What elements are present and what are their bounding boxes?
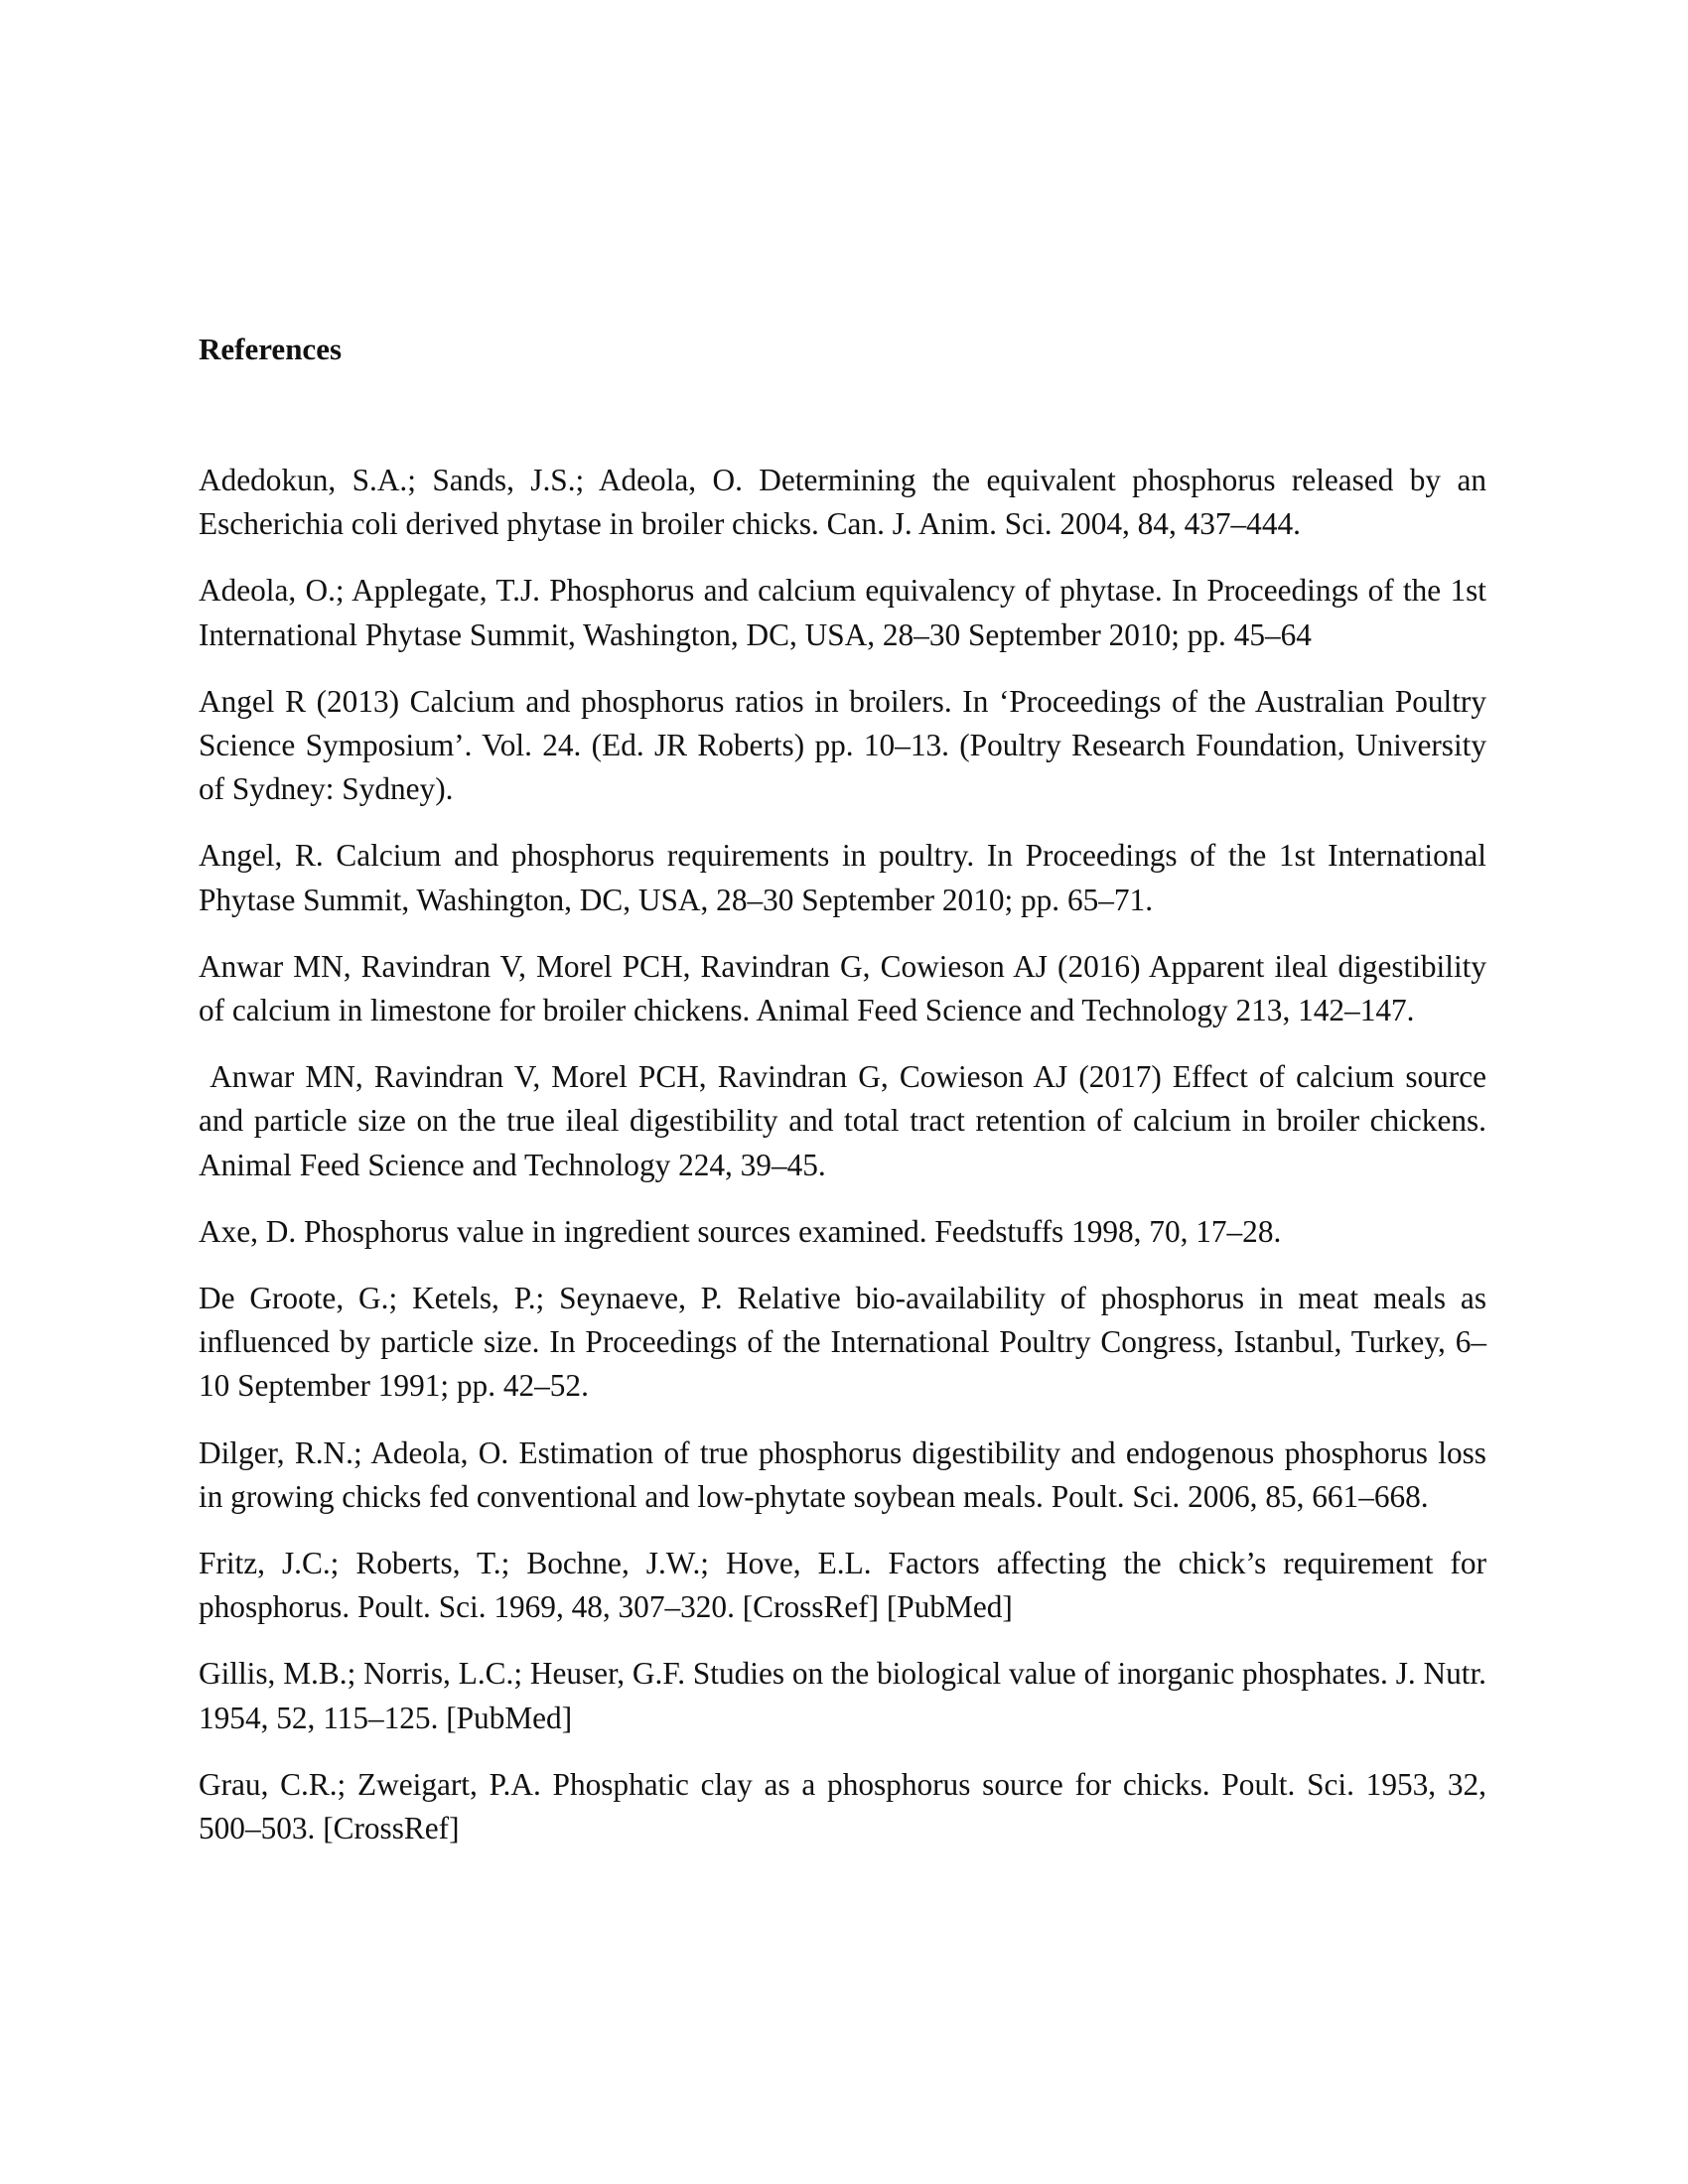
reference-item: Dilger, R.N.; Adeola, O. Estimation of true phosphorus digestibility and endogenous phosphorus loss in growing chicks fed conventional and low-phytate soybean meals. Poult. Sci. 2006, 85, 661–668. <box>199 1434 1486 1514</box>
reference-item: Angel, R. Calcium and phosphorus requirements in poultry. In Proceedings of the 1st International Phytase Summit, Washington, DC, USA, 28–30 September 2010; pp. 65–71. <box>199 838 1486 917</box>
reference-item: Anwar MN, Ravindran V, Morel PCH, Ravindran G, Cowieson AJ (2016) Apparent ileal digestibility of calcium in limestone for broiler chickens. Animal Feed Science and Technology 213, 142–147. <box>199 948 1486 1028</box>
reference-item: De Groote, G.; Ketels, P.; Seynaeve, P. Relative bio-availability of phosphorus in meat meals as influenced by particle size. In Proceedings of the International Poultry Congress, Istanbul, Turkey, 6–10 September 1991; pp. 42–52. <box>199 1281 1486 1404</box>
reference-item: Fritz, J.C.; Roberts, T.; Bochne, J.W.; Hove, E.L. Factors affecting the chick’s requirement for phosphorus. Poult. Sci. 1969, 48, 307–320. [CrossRef] [PubMed] <box>199 1546 1486 1625</box>
reference-item: Axe, D. Phosphorus value in ingredient sources examined. Feedstuffs 1998, 70, 17–28. <box>199 1213 1282 1249</box>
reference-list <box>199 459 1494 1873</box>
reference-item: Adedokun, S.A.; Sands, J.S.; Adeola, O. Determining the equivalent phosphorus released by an Escherichia coli derived phytase in broiler chicks. Can. J. Anim. Sci. 2004, 84, 437–444. <box>199 463 1486 542</box>
references-heading: References <box>199 332 343 366</box>
reference-item: Angel R (2013) Calcium and phosphorus ratios in broilers. In ‘Proceedings of the Australian Poultry Science Symposium’. Vol. 24. (Ed. JR Roberts) pp. 10–13. (Poultry Research Foundation, University of Sydney: Sydney). <box>199 683 1486 807</box>
reference-item: Adeola, O.; Applegate, T.J. Phosphorus and calcium equivalency of phytase. In Proceedings of the 1st International Phytase Summit, Washington, DC, USA, 28–30 September 2010; pp. 45–64 <box>199 573 1486 652</box>
reference-item: Anwar MN, Ravindran V, Morel PCH, Ravindran G, Cowieson AJ (2017) Effect of calcium source and particle size on the true ileal digestibility and total tract retention of calcium in broiler chickens. Animal Feed Science and Technology 224, 39–45. <box>199 1059 1494 1182</box>
reference-item: Grau, C.R.; Zweigart, P.A. Phosphatic clay as a phosphorus source for chicks. Poult. Sci. 1953, 32, 500–503. [CrossRef] <box>199 1766 1486 1846</box>
reference-item: Gillis, M.B.; Norris, L.C.; Heuser, G.F. Studies on the biological value of inorganic phosphates. J. Nutr. 1954, 52, 115–125. [PubMed] <box>199 1656 1486 1735</box>
